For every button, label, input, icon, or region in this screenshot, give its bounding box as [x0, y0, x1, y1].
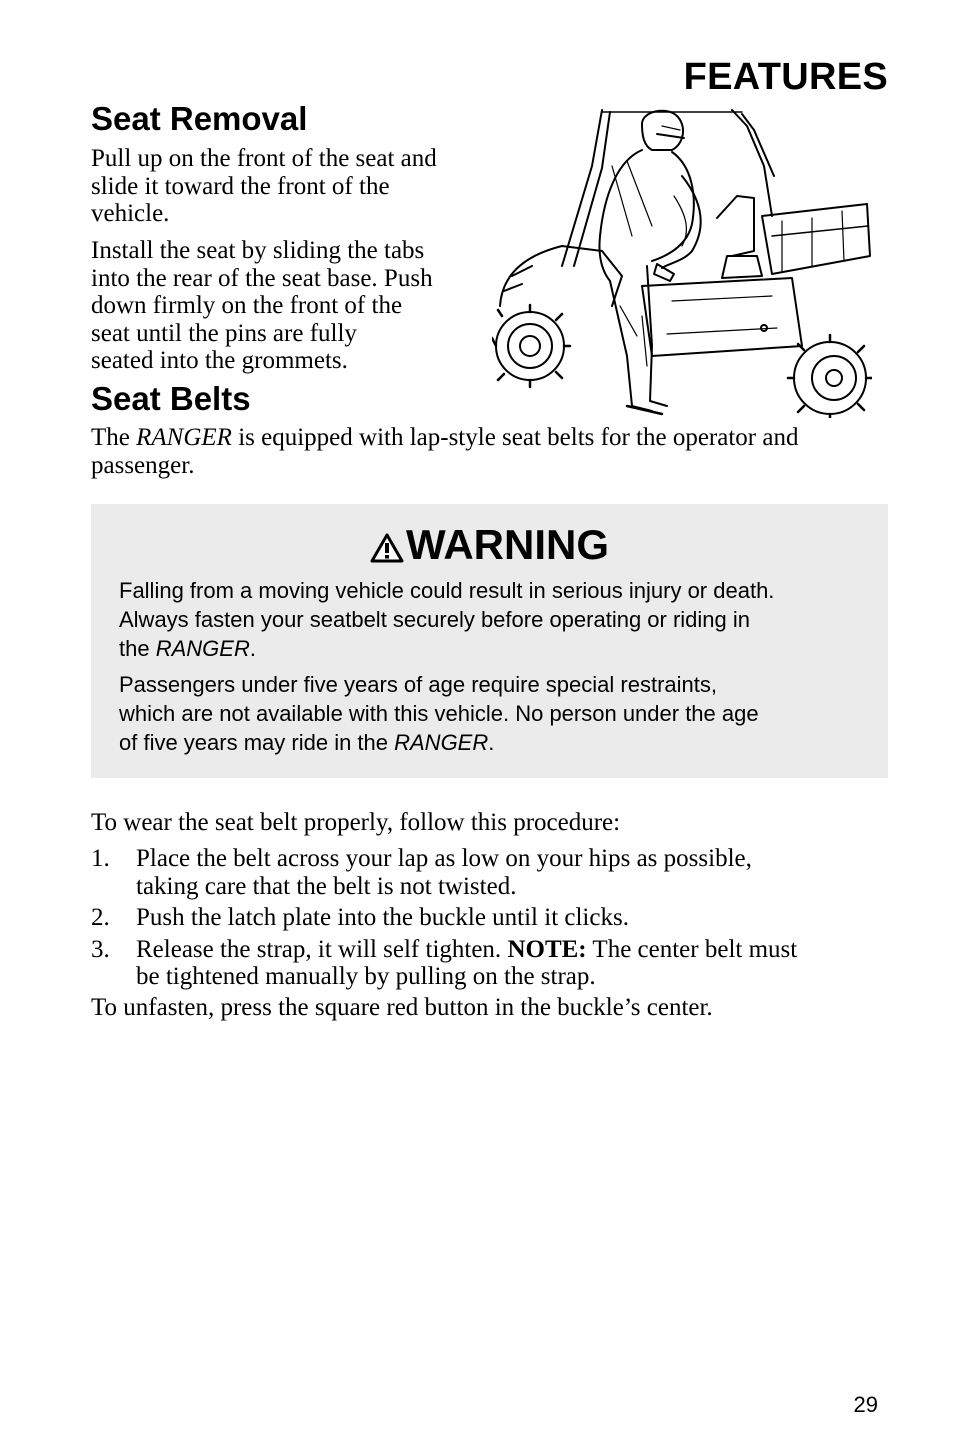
text-line [136, 936, 891, 964]
text-line: taking care that the belt is not twisted. [136, 872, 517, 900]
warning-triangle-icon [370, 533, 404, 563]
list-item [91, 845, 891, 900]
text-span: . [249, 636, 256, 661]
step-number: 1. [91, 845, 110, 872]
text-span: of five years may ride in the [119, 730, 395, 755]
warning-title-text: WARNING [406, 521, 609, 568]
text-line: passenger. [91, 451, 195, 479]
seat-removal-illustration [492, 106, 872, 418]
page-number: 29 [853, 1392, 878, 1417]
product-name: RANGER [155, 636, 250, 661]
text-line [119, 634, 879, 663]
text-span: The center belt must [586, 935, 798, 963]
seat-belts-heading: Seat Belts [91, 380, 251, 417]
warning-paragraph-1 [119, 576, 879, 663]
warning-paragraph-2 [119, 670, 879, 757]
list-item [91, 936, 891, 991]
procedure-outro: To unfasten, press the square red button in the buckle’s center. [91, 994, 713, 1021]
warning-title [91, 522, 888, 568]
text-line: Place the belt across your lap as low on your hips as possible, [136, 845, 752, 872]
product-name: RANGER [394, 730, 489, 755]
procedure-steps [91, 845, 891, 991]
text-line: Falling from a moving vehicle could result in serious injury or death. [119, 578, 775, 603]
text-line: Push the latch plate into the buckle until it clicks. [136, 904, 629, 931]
text-line: vehicle. [91, 200, 170, 227]
text-line: down firmly on the front of the [91, 292, 403, 319]
section-header: FEATURES [683, 56, 888, 98]
text-span: The [91, 424, 137, 451]
text-span: Release the strap, it will self tighten. [136, 935, 508, 963]
text-line: slide it toward the front of the [91, 172, 390, 200]
text-line [91, 424, 891, 452]
step-number: 3. [91, 935, 110, 963]
product-name: RANGER [136, 424, 232, 451]
seat-removal-para-1 [91, 145, 437, 228]
text-line: Always fasten your seatbelt securely before operating or riding in [119, 607, 751, 632]
text-line: Install the seat by sliding the tabs [91, 237, 425, 264]
note-label: NOTE: [507, 935, 587, 963]
text-span: is equipped with lap-style seat belts for the operator and [231, 424, 799, 451]
seat-removal-heading: Seat Removal [91, 100, 308, 137]
text-line [119, 728, 879, 757]
warning-box [91, 504, 888, 778]
text-line: Passengers under five years of age require special restraints, [119, 672, 717, 697]
text-line: Pull up on the front of the seat and [91, 145, 437, 172]
step-number: 2. [91, 904, 110, 931]
text-line: into the rear of the seat base. Push [91, 264, 433, 292]
text-line: seat until the pins are fully [91, 319, 357, 347]
list-item [91, 904, 891, 932]
text-line: which are not available with this vehicle. No person under the age [119, 701, 759, 726]
text-line: seated into the grommets. [91, 347, 348, 374]
procedure-intro: To wear the seat belt properly, follow this procedure: [91, 809, 621, 836]
seat-removal-para-2 [91, 237, 433, 375]
seat-belts-intro [91, 424, 891, 479]
text-line: be tightened manually by pulling on the strap. [136, 963, 596, 990]
text-span: . [488, 730, 495, 755]
text-span: the [119, 636, 156, 661]
